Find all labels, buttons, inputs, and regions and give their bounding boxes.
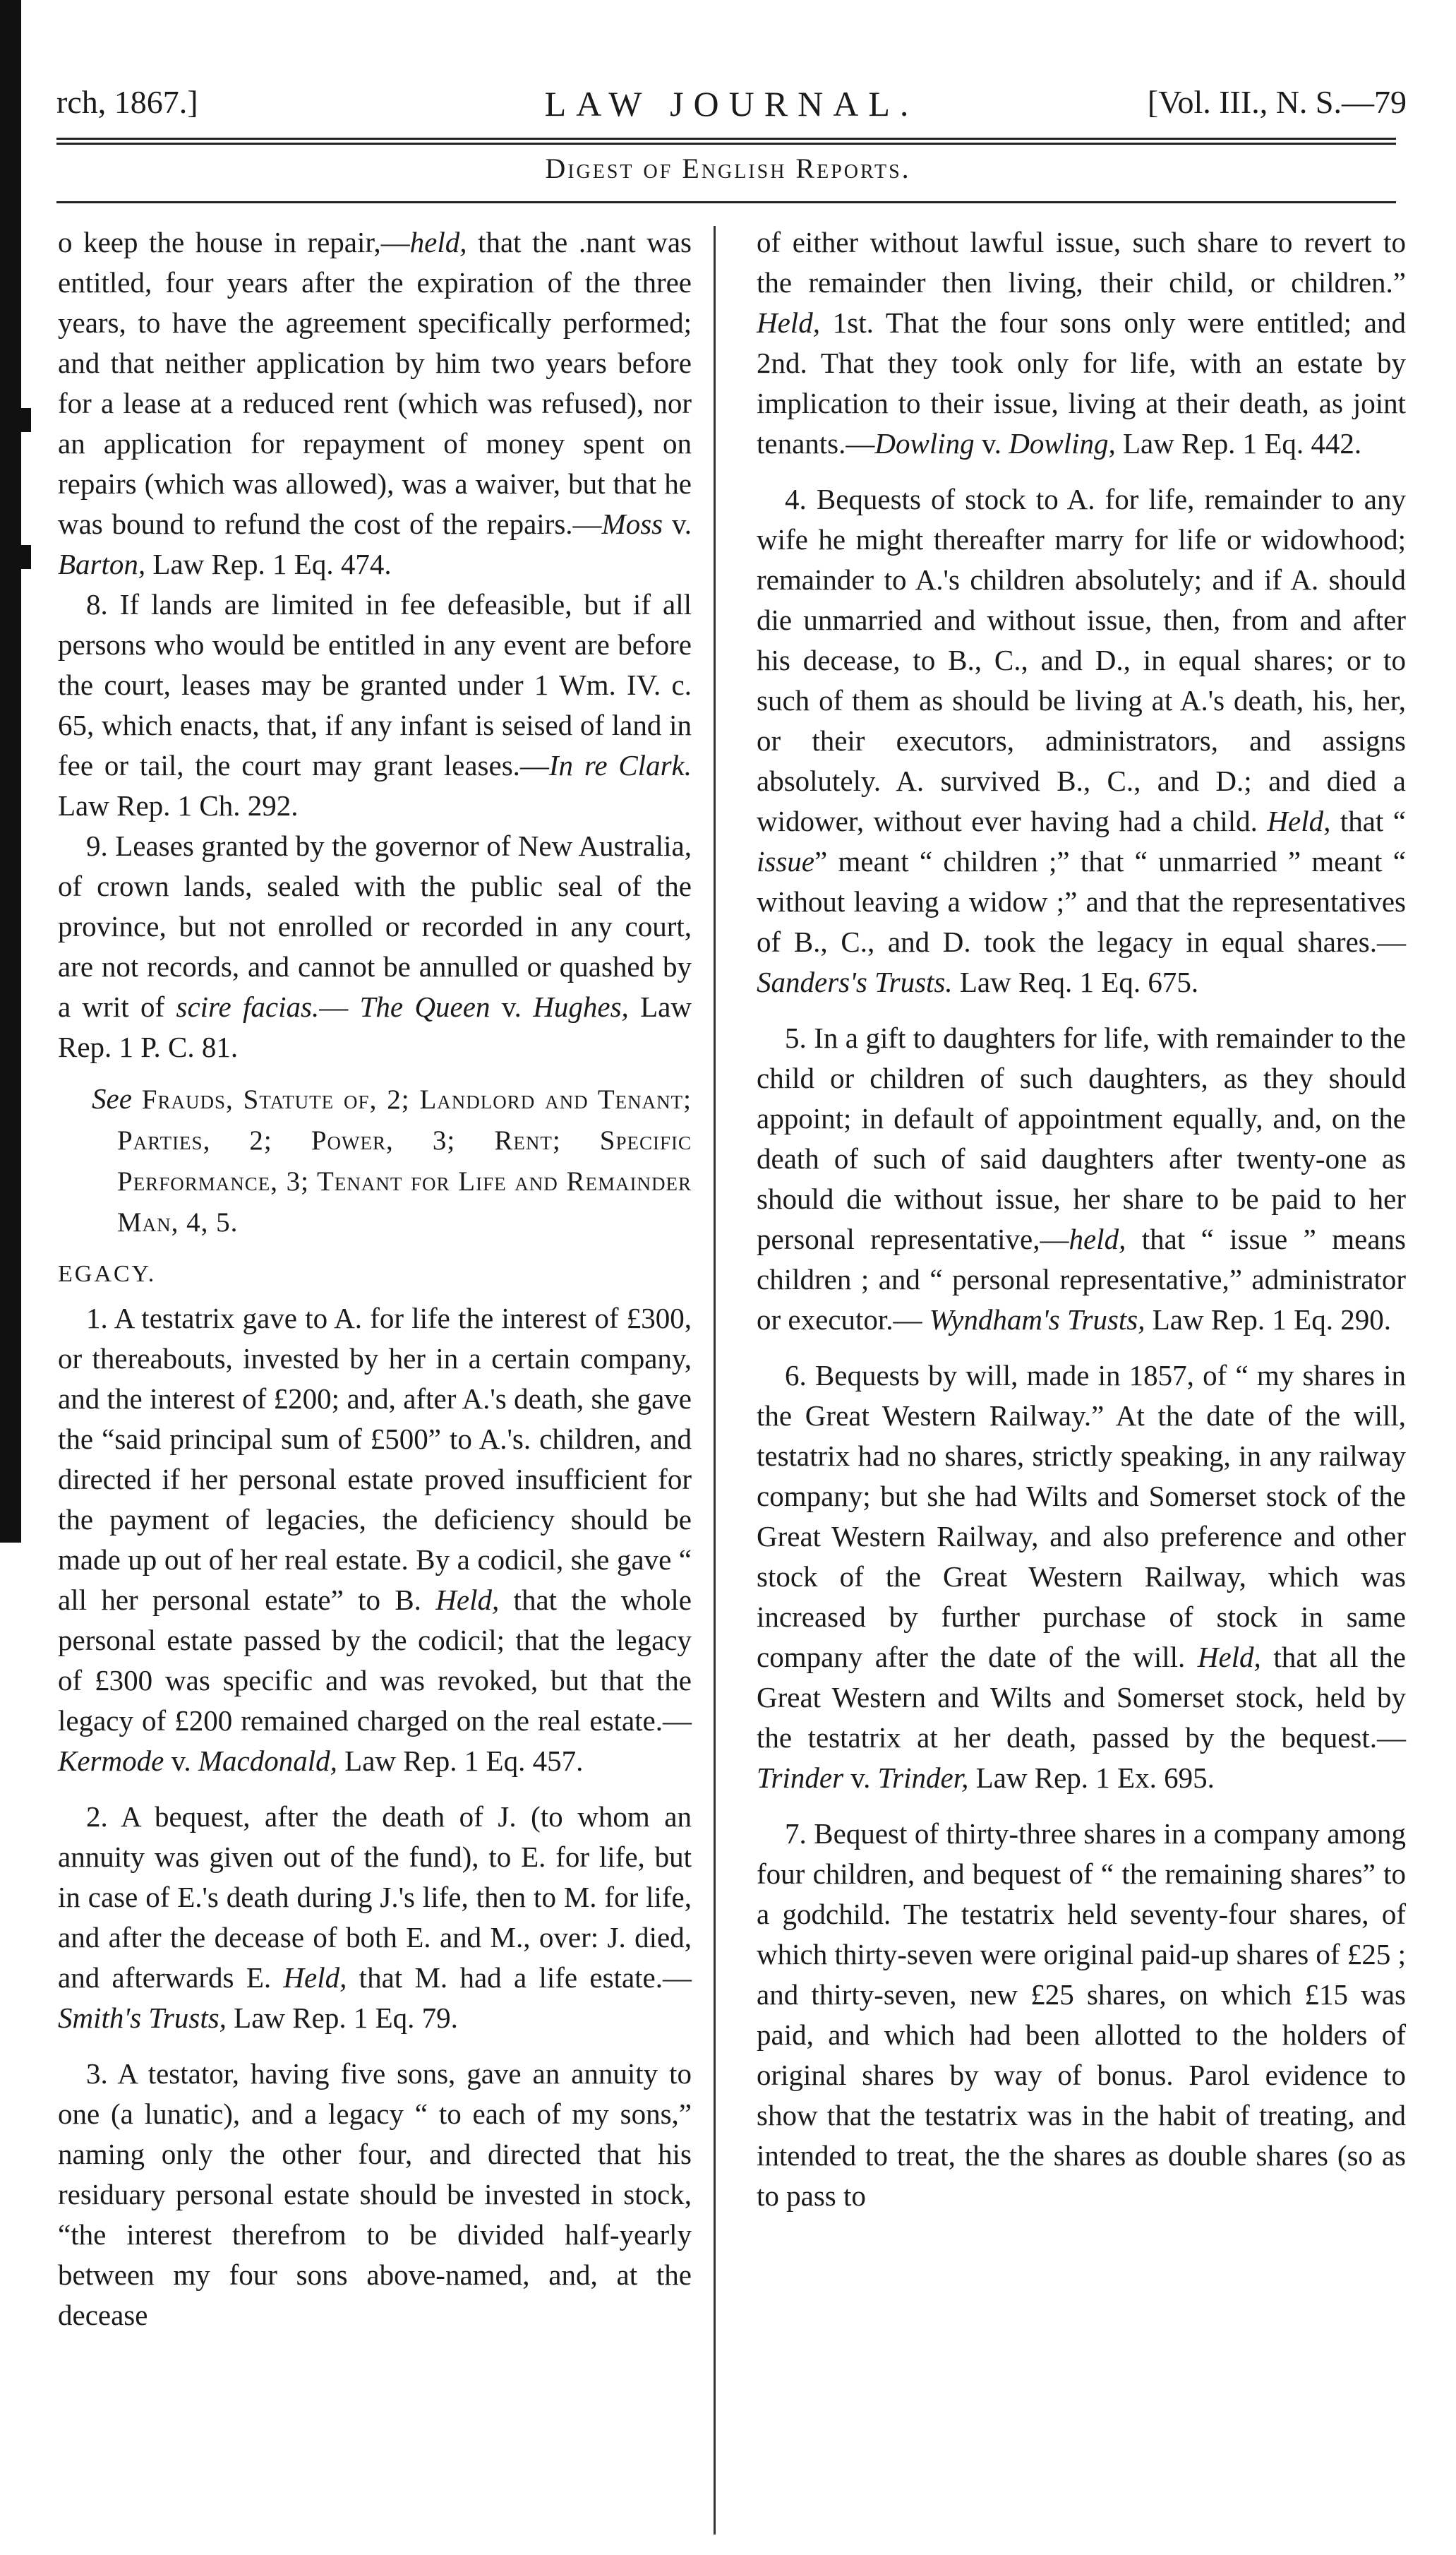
see-also-references: See Frauds, Statute of, 2; Landlord and Tenant; Parties, 2; Power, 3; Rent; Specific Performance, 3; Tenant for Life and Remainder Man, 4, 5. xyxy=(92,1082,692,1238)
legacy-paragraph-6: 6. Bequests by will, made in 1857, of “ my shares in the Great Western Railway.” At the date of the will, testatrix had no shares, strictly speaking, in any railway company; but she had Wilts and Somerset stock of the Great Western Railway, and also preference and other stock of the Great Western Railway, which was increased by further purchase of stock in same company after the date of the will. Held, that all the Great Western and Wilts and Somerset stock, held by the testatrix at her death, passed by the bequest.—Trinder v. Trinder, Law Rep. 1 Ex. 695. xyxy=(757,1359,1406,1794)
legacy-paragraph-2: 2. A bequest, after the death of J. (to whom an annuity was given out of the fund), to E. for life, but in case of E.'s death during J.'s life, then to M. for life, and after the decease of both E. and M., over: J. died, and afterwards E. Held, that M. had a life estate.—Smith's Trusts, Law Rep. 1 Eq. 79. xyxy=(58,1800,692,2034)
column-divider xyxy=(714,226,716,2535)
legacy-paragraph-5: 5. In a gift to daughters for life, with remainder to the child or children of such daughters, as they should appoint; in default of appointment equally, and, on the death of such of said daughters after twenty-one as should die without issue, her share to be paid to her personal representative,—held, that “ issue ” means children ; and “ personal representative,” administrator or executor.— Wyndham's Trusts, Law Rep. 1 Eq. 290. xyxy=(757,1022,1406,1336)
section-rule xyxy=(56,201,1396,203)
section-title: Digest of English Reports. xyxy=(545,152,911,184)
section-heading-legacy: EGACY. xyxy=(58,1261,157,1287)
legacy-paragraph-3: 3. A testator, having five sons, gave an annuity to one (a lunatic), and a legacy “ to each of my sons,” naming only the other four, and directed that his residuary personal estate should be invested in stock, “the interest therefrom to be divided half-yearly between my four sons above-named, and, at the decease xyxy=(58,2057,692,2331)
legacy-paragraph-1: 1. A testatrix gave to A. for life the interest of £300, or thereabouts, invested by her in a certain company, and the interest of £200; and, after A.'s death, she gave the “said principal sum of £500” to A.'s. children, and directed if her personal estate proved insufficient for the payment of legacies, the deficiency should be made up out of her real estate. By a codicil, she gave “ all her personal estate” to B. Held, that the whole personal estate passed by the codicil; that the legacy of £300 was specific and was revoked, but that the legacy of £200 remained charged on the real estate.—Kermode v. Macdonald, Law Rep. 1 Eq. 457. xyxy=(58,1302,692,1777)
header-journal-title: LAW JOURNAL. xyxy=(544,84,919,124)
legacy-paragraph-3-continued: of either without lawful issue, such share to revert to the remainder then living, their child, or children.” Held, 1st. That the four sons only were entitled; and 2nd. That they took only for life, with an estate by implication to their issue, living at their death, as joint tenants.—Dowling v. Dowling, Law Rep. 1 Eq. 442. xyxy=(757,226,1406,460)
running-header xyxy=(56,78,1407,134)
header-rule xyxy=(56,138,1396,140)
header-rule xyxy=(56,143,1396,145)
left-column xyxy=(58,222,692,2335)
legacy-paragraph-7: 7. Bequest of thirty-three shares in a company among four children, and bequest of “ the remaining shares” to a godchild. The testatrix held seventy-four shares, of which thirty-seven were original paid-up shares of £25 ; and thirty-seven, new £25 shares, on which £15 was paid, and which had been allotted to the holders of original shares by way of bonus. Parol evidence to show that the testatrix was in the habit of treating, and intended to treat, the the shares as double shares (so as to pass to xyxy=(757,1817,1406,2212)
binding-mark xyxy=(0,408,31,432)
paragraph-repair: o keep the house in repair,—held, that the .nant was entitled, four years after the expiration of the three years, to have the agreement specifically performed; and that neither application by him two years before for a lease at a reduced rent (which was refused), nor an application for repayment of money spent on repairs (which was allowed), was a waiver, but that he was bound to refund the cost of the repairs.—Moss v. Barton, Law Rep. 1 Eq. 474. xyxy=(58,226,692,580)
paragraph-8: 8. If lands are limited in fee defeasible, but if all persons who would be entitled in any event are before the court, leases may be granted under 1 Wm. IV. c. 65, which enacts, that, if any infant is seised of land in fee or tail, the court may grant leases.—In re Clark. Law Rep. 1 Ch. 292. xyxy=(58,588,692,822)
right-column xyxy=(757,222,1406,2216)
legacy-paragraph-4: 4. Bequests of stock to A. for life, remainder to any wife he might thereafter marry for life or widowhood; remainder to A.'s children absolutely; and if A. should die unmarried and without issue, then, from and after his decease, to B., C., and D., in equal shares; or to such of them as should be living at A.'s death, his, her, or their executors, administrators, and assigns absolutely. A. survived B., C., and D.; and died a widower, without ever having had a child. Held, that “ issue” meant “ children ;” that “ unmarried ” meant “ without leaving a widow ;” and that the representatives of B., C., and D. took the legacy in equal shares.—Sanders's Trusts. Law Req. 1 Eq. 675. xyxy=(757,483,1406,998)
header-volume-page: [Vol. III., N. S.—79 xyxy=(1147,84,1407,120)
header-date: rch, 1867.] xyxy=(56,84,198,120)
page-binding-edge xyxy=(0,0,21,1543)
binding-mark xyxy=(0,545,31,569)
paragraph-9: 9. Leases granted by the governor of New Australia, of crown lands, sealed with the public seal of the province, but not enrolled or recorded in any court, are not records, and cannot be annulled or quashed by a writ of scire facias.— The Queen v. Hughes, Law Rep. 1 P. C. 81. xyxy=(58,830,692,1063)
